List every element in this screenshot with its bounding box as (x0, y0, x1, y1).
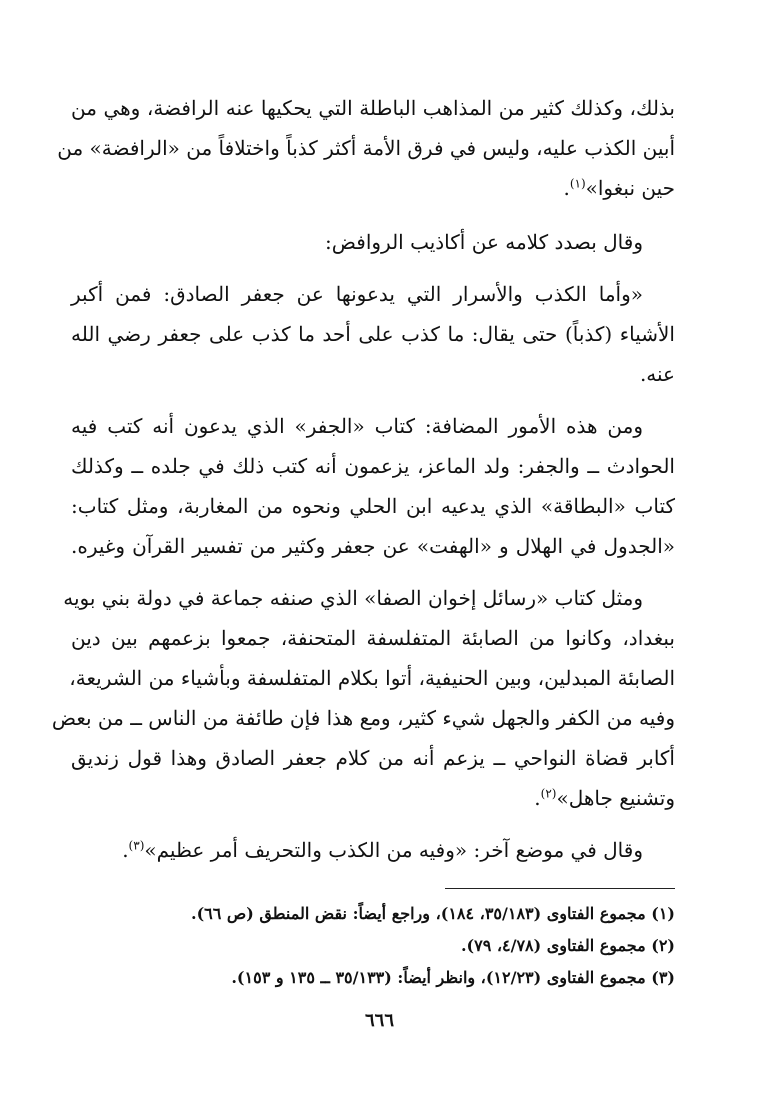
footnote-divider (445, 888, 675, 889)
footnote: (٣) مجموع الفتاوى (١٢/٢٣)، وانظر أيضاً: (٣٥/١٣٣ ــ ١٣٥ و ١٥٣). (231, 968, 675, 987)
text-line: حين نبغوا»$^{(١)}$. (563, 176, 675, 200)
text-line: الصابئة المبدلين، وبين الحنيفية، أتوا بكلام المتفلسفة وبأشياء من الشريعة، (69, 666, 675, 690)
text-line: كتاب «البطاقة» الذي يدعيه ابن الحلي ونحوه من المغاربة، ومثل كتاب: (71, 494, 675, 518)
text-line: ومثل كتاب «رسائل إخوان الصفا» الذي صنفه جماعة في دولة بني بويه (63, 586, 643, 610)
text-line: الحوادث ــ والجفر: ولد الماعز، يزعمون أنه كتب ذلك في جلده ــ وكذلك (71, 454, 675, 478)
footnote-ref: (٣) (128, 838, 145, 853)
text-segment: وتشنيع جاهل» (556, 786, 675, 810)
text-line: وقال بصدد كلامه عن أكاذيب الروافض: (325, 230, 643, 254)
text-line: وفيه من الكفر والجهل شيء كثير، ومع هذا فإن طائفة من الناس ــ من بعض (51, 706, 675, 730)
text-line: عنه. (639, 362, 675, 386)
text-line: الأشياء (كذباً) حتى يقال: ما كذب على أحد ما كذب على جعفر رضي الله (71, 322, 675, 346)
text-line: «الجدول في الهلال و «الهفت» عن جعفر وكثير من تفسير القرآن وغيره. (71, 534, 675, 558)
footnote: (١) مجموع الفتاوى (٣٥/١٨٣، ١٨٤)، وراجع أيضاً: نقض المنطق (ص ٦٦). (191, 904, 675, 923)
text-line: ومن هذه الأمور المضافة: كتاب «الجفر» الذي يدعون أنه كتب فيه (71, 414, 644, 438)
text-segment: حين نبغوا» (585, 176, 675, 200)
footnote-ref: (٢) (540, 786, 557, 801)
text-line: بذلك، وكذلك كثير من المذاهب الباطلة التي يحكيها عنه الرافضة، وهي من (71, 96, 675, 120)
text-segment: وقال في موضع آخر: «وفيه من الكذب والتحريف أمر عظيم» (144, 838, 643, 862)
text-line: أكابر قضاة النواحي ــ يزعم أنه من كلام جعفر الصادق وهذا قول زنديق (71, 746, 675, 770)
text-line: «وأما الكذب والأسرار التي يدعونها عن جعفر الصادق: فمن أكبر (71, 282, 643, 306)
text-line: وتشنيع جاهل»$^{(٢)}$. (534, 786, 675, 810)
text-line: أبين الكذب عليه، وليس في فرق الأمة أكثر كذباً واختلافاً من «الرافضة» من (57, 136, 675, 160)
text-line: ببغداد، وكانوا من الصابئة المتفلسفة المتحنفة، جمعوا بزعمهم بين دين (71, 626, 675, 650)
page-number: ٦٦٦ (364, 1010, 394, 1031)
footnote-ref: (١) (569, 176, 586, 191)
text-line: وقال في موضع آخر: «وفيه من الكذب والتحريف أمر عظيم»$^{(٣)}$. (122, 838, 643, 862)
footnote: (٢) مجموع الفتاوى (٤/٧٨، ٧٩). (460, 936, 675, 955)
